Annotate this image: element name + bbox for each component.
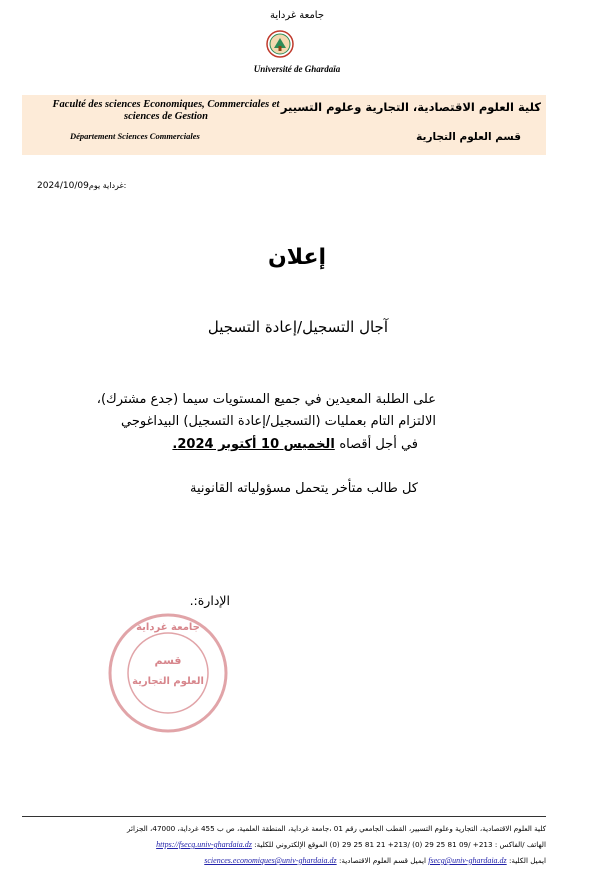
deadline-date: الخميس 10 أكتوبر 2024.	[172, 437, 335, 452]
department-name-fr: Département Sciences Commerciales	[70, 131, 200, 141]
footer-website-link[interactable]: https://fsecg.univ-ghardaia.dz	[156, 840, 252, 849]
footer-phone: (0) 29 25 81 21 +213/ (0) 29 25 81 09/ +213	[329, 840, 493, 849]
administration-label: الإدارة:.	[189, 593, 230, 608]
footer-contact	[156, 840, 546, 849]
stamp-text-bottom: العلوم التجارية	[132, 676, 204, 687]
announcement-title: إعلان	[267, 245, 327, 270]
date-value: 2024/10/09	[37, 181, 89, 191]
footer-email-link[interactable]: fsecg@univ-ghardaia.dz	[428, 856, 507, 865]
footer-address: كلية العلوم الاقتصادية، التجارية وعلوم التسيير، القطب الجامعي رقم 01 ،جامعة غرداية، المنطقة العلمية، ص ب 455 غرداية، 47000، الجزائر	[127, 824, 546, 833]
footer-emails	[204, 856, 546, 865]
date-label: غرداية يوم:	[88, 181, 127, 190]
footer-website-label: الموقع الإلكتروني للكلية:	[254, 840, 328, 849]
announcement-line-1: على الطلبة المعيدين في جميع المستويات سيما (جدع مشترك)،	[96, 392, 436, 407]
date-line	[37, 181, 126, 191]
department-name-ar: قسم العلوم التجارية	[416, 131, 521, 143]
footer-dept-email-link[interactable]: sciences.economiques@univ-ghardaia.dz	[204, 856, 337, 865]
footer-email-label: ايميل الكلية:	[508, 856, 546, 865]
university-name-ar: جامعة غرداية	[269, 10, 325, 21]
footer-divider	[22, 816, 546, 817]
footer-phone-label: الهاتف /الفاكس :	[494, 840, 546, 849]
announcement-line-2: الالتزام التام بعمليات (التسجيل/إعادة التسجيل) البيداغوجي	[121, 414, 436, 429]
department-stamp	[103, 608, 233, 738]
deadline-prefix: في أجل أقصاه	[339, 437, 418, 452]
announcement-line-3	[172, 437, 418, 452]
announcement-line-4: كل طالب متأخر يتحمل مسؤولياته القانونية	[189, 481, 418, 496]
stamp-text-top: جامعة غرداية	[136, 622, 200, 633]
stamp-text-middle: قسم	[154, 654, 182, 667]
footer-dept-email-label: ايميل قسم العلوم الاقتصادية:	[338, 856, 426, 865]
university-name-fr: Université de Ghardaïa	[253, 64, 341, 74]
faculty-name-fr: Faculté des sciences Economiques, Commerciales et sciences de Gestion	[52, 99, 280, 122]
faculty-name-ar: كلية العلوم الاقتصادية، التجارية وعلوم التسيير	[280, 100, 541, 114]
announcement-subtitle: آجال التسجيل/إعادة التسجيل	[207, 318, 388, 336]
university-logo	[266, 30, 294, 58]
